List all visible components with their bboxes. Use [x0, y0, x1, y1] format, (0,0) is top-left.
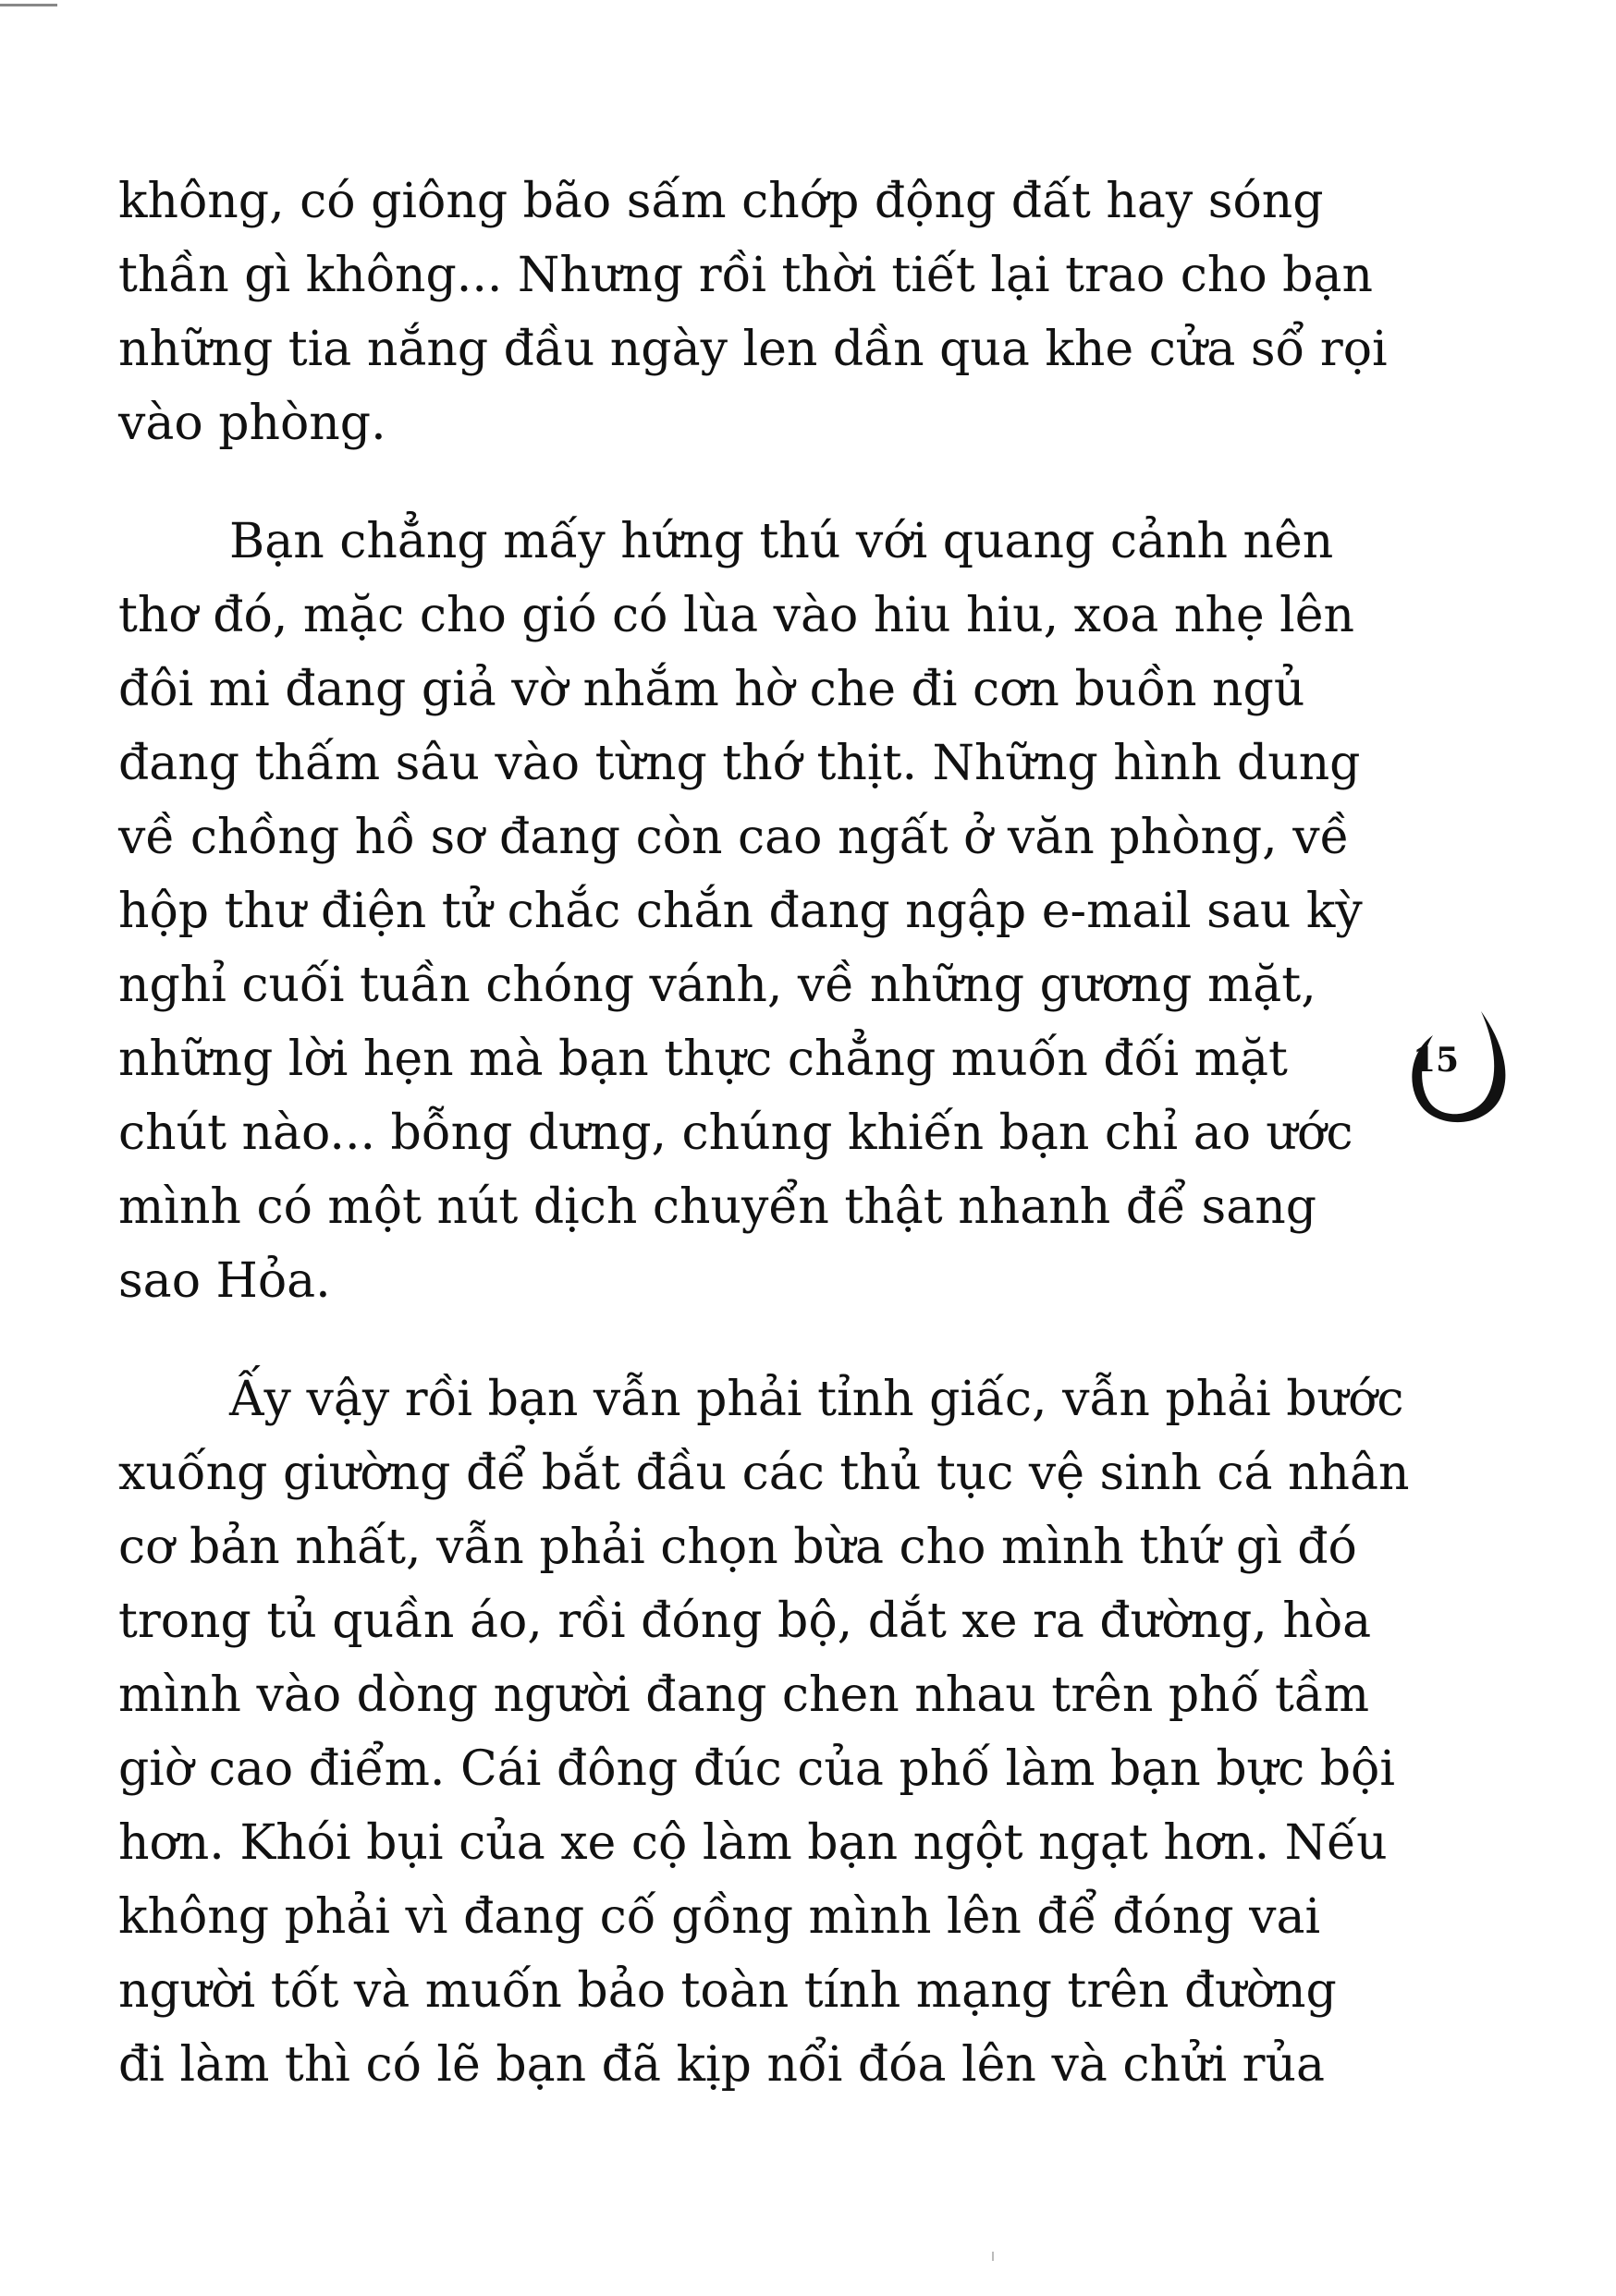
text-line: thần gì không... Nhưng rồi thời tiết lại trao cho bạn — [118, 248, 1373, 303]
text-line: không phải vì đang cố gồng mình lên để đóng vai — [118, 1889, 1321, 1945]
text-line: giờ cao điểm. Cái đông đúc của phố làm bạn bực bội — [118, 1741, 1395, 1797]
text-line: mình vào dòng người đang chen nhau trên phố tầm — [118, 1667, 1370, 1723]
text-line: người tốt và muốn bảo toàn tính mạng trên đường — [118, 1963, 1337, 2019]
text-line: cơ bản nhất, vẫn phải chọn bừa cho mình thứ gì đó — [118, 1520, 1357, 1575]
text-line: nghỉ cuối tuần chóng vánh, về những gương mặt, — [118, 958, 1316, 1013]
text-line: hộp thư điện tử chắc chắn đang ngập e-mail sau kỳ — [118, 884, 1363, 939]
text-line: trong tủ quần áo, rồi đóng bộ, dắt xe ra đường, hòa — [118, 1594, 1372, 1649]
text-line: vào phòng. — [118, 396, 386, 451]
text-line: đang thấm sâu vào từng thớ thịt. Những hình dung — [118, 736, 1361, 791]
paragraph — [118, 1362, 1410, 2102]
text-line: thơ đó, mặc cho gió có lùa vào hiu hiu, xoa nhẹ lên — [118, 588, 1355, 643]
text-line: xuống giường để bắt đầu các thủ tục vệ sinh cá nhân — [118, 1446, 1410, 1501]
text-line: về chồng hồ sơ đang còn cao ngất ở văn phòng, về — [118, 810, 1350, 865]
top-edge-rule — [0, 4, 57, 6]
paragraph — [118, 165, 1388, 460]
text-line: không, có giông bão sấm chớp động đất hay sóng — [118, 174, 1324, 229]
page-number: 15 — [1412, 1041, 1460, 1080]
paragraph — [118, 505, 1363, 1318]
text-line: Ấy vậy rồi bạn vẫn phải tỉnh giấc, vẫn phải bước — [229, 1372, 1404, 1427]
text-line: những lời hẹn mà bạn thực chẳng muốn đối mặt — [118, 1032, 1288, 1087]
text-line: hơn. Khói bụi của xe cộ làm bạn ngột ngạt hơn. Nếu — [118, 1815, 1388, 1871]
bottom-mark — [992, 2252, 994, 2261]
text-line: sao Hỏa. — [118, 1253, 331, 1309]
body-text — [118, 165, 1410, 2102]
text-line: Bạn chẳng mấy hứng thú với quang cảnh nên — [229, 514, 1334, 569]
text-line: những tia nắng đầu ngày len dần qua khe cửa sổ rọi — [118, 322, 1388, 377]
text-line: mình có một nút dịch chuyển thật nhanh để sang — [118, 1179, 1316, 1235]
text-line: chút nào... bỗng dưng, chúng khiến bạn chỉ ao ước — [118, 1105, 1353, 1161]
text-line: đôi mi đang giả vờ nhắm hờ che đi cơn buồn ngủ — [118, 662, 1305, 717]
text-line: đi làm thì có lẽ bạn đã kịp nổi đóa lên và chửi rủa — [118, 2037, 1325, 2093]
